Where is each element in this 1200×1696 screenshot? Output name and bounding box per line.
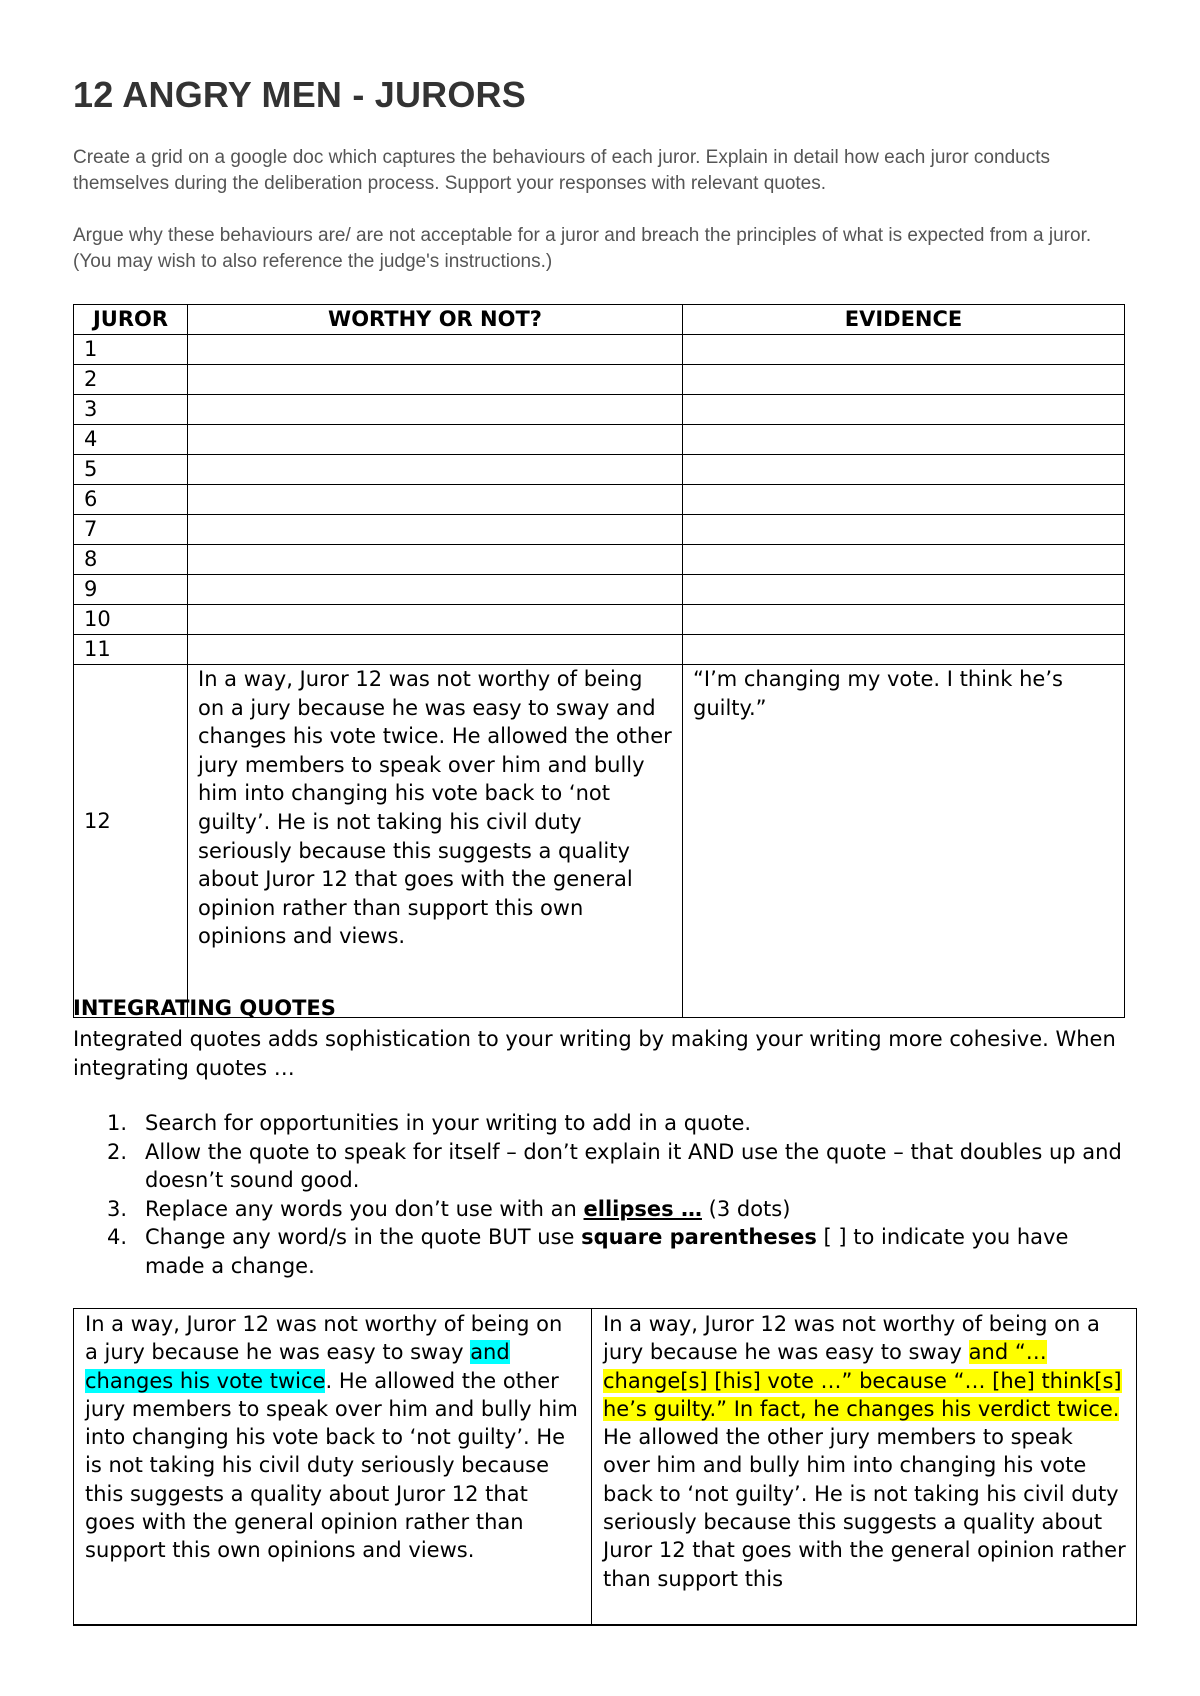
header-worthy: WORTHY OR NOT? <box>188 305 683 335</box>
list-item: 4. Change any word/s in the quote BUT use square parentheses [ ] to indicate you have made a change. <box>107 1225 1069 1278</box>
juror-number: 3 <box>74 395 188 425</box>
evidence-cell <box>683 395 1125 425</box>
evidence-cell <box>683 635 1125 665</box>
original-paragraph-cell: In a way, Juror 12 was not worthy of being on a jury because he was easy to sway and changes his vote twice. He allowed the other jury members to speak over him and bully him into changing his vote back to ‘not guilty’. He is not taking his civil duty seriously because this suggests a quality about Juror 12 that goes with the general opinion rather than support this own opinions and views. <box>74 1309 592 1626</box>
juror-number: 12 <box>74 665 188 1018</box>
juror-number: 2 <box>74 365 188 395</box>
evidence-cell: “I’m changing my vote. I think he’s guilty.” <box>683 665 1125 1018</box>
table-row-juror-1 <box>74 335 1125 365</box>
table-row-juror-7 <box>74 515 1125 545</box>
table-row-juror-8 <box>74 545 1125 575</box>
evidence-cell <box>683 515 1125 545</box>
integrated-paragraph-cell: In a way, Juror 12 was not worthy of being on a jury because he was easy to sway and “… change[s] [his] vote …” because “… [he] think[s] he’s guilty.” In fact, he changes his verdict twice. He allowed the other jury members to speak over him and bully him into changing his vote back to ‘not guilty’. He is not taking his civil duty seriously because this suggests a quality about Juror 12 that goes with the general opinion rather than support this <box>592 1309 1137 1626</box>
page-title: 12 ANGRY MEN - JURORS <box>73 74 526 115</box>
juror-number: 5 <box>74 455 188 485</box>
steps-list <box>73 1109 1133 1280</box>
worthy-cell <box>188 605 683 635</box>
evidence-cell <box>683 425 1125 455</box>
juror-number: 10 <box>74 605 188 635</box>
juror-table-header <box>74 305 1125 335</box>
worthy-cell <box>188 395 683 425</box>
worthy-cell <box>188 545 683 575</box>
highlighted-quote: and “… change[s] [his] vote …” because “… [he] think[s] he’s guilty.” In fact, he changes his verdict twice. <box>603 1340 1122 1421</box>
table-row-juror-6 <box>74 485 1125 515</box>
evidence-cell <box>683 365 1125 395</box>
juror-number: 1 <box>74 335 188 365</box>
juror-number: 4 <box>74 425 188 455</box>
list-item: 2. Allow the quote to speak for itself – don’t explain it AND use the quote – that doubles up and doesn’t sound good. <box>107 1139 1122 1192</box>
header-juror: JUROR <box>74 305 188 335</box>
evidence-cell <box>683 575 1125 605</box>
header-evidence: EVIDENCE <box>683 305 1125 335</box>
list-item: 3. Replace any words you don’t use with an ellipses … (3 dots) <box>107 1196 791 1221</box>
table-row-juror-2 <box>74 365 1125 395</box>
table-row-juror-5 <box>74 455 1125 485</box>
worthy-cell <box>188 335 683 365</box>
evidence-cell <box>683 335 1125 365</box>
table-row-juror-11 <box>74 635 1125 665</box>
list-item: 1. Search for opportunities in your writing to add in a quote. <box>107 1111 752 1135</box>
table-row-juror-9 <box>74 575 1125 605</box>
table-row-juror-4 <box>74 425 1125 455</box>
table-row-juror-12 <box>74 665 1125 1018</box>
section-heading: INTEGRATING QUOTES <box>73 996 336 1020</box>
comparison-table <box>73 1308 1137 1626</box>
intro-paragraph-1: Create a grid on a google doc which captures the behaviours of each juror. Explain in detail how each juror conducts themselves during the deliberation process. Support your responses with relevant quotes. <box>73 147 1050 194</box>
worthy-cell <box>188 635 683 665</box>
worthy-cell <box>188 425 683 455</box>
juror-number: 7 <box>74 515 188 545</box>
table-row-juror-3 <box>74 395 1125 425</box>
juror-table <box>73 304 1125 1018</box>
juror-number: 8 <box>74 545 188 575</box>
evidence-cell <box>683 485 1125 515</box>
juror-number: 9 <box>74 575 188 605</box>
table-row <box>74 1309 1137 1626</box>
juror-number: 11 <box>74 635 188 665</box>
worthy-cell <box>188 365 683 395</box>
highlighted-phrase: and changes his vote twice <box>85 1340 510 1393</box>
table-row-juror-10 <box>74 605 1125 635</box>
evidence-cell <box>683 545 1125 575</box>
worthy-cell: In a way, Juror 12 was not worthy of being on a jury because he was easy to sway and changes his vote twice. He allowed the other jury members to speak over him and bully him into changing his vote back to ‘not guilty’. He is not taking his civil duty seriously because this suggests a quality about Juror 12 that goes with the general opinion rather than support this own opinions and views. <box>188 665 683 1018</box>
juror-number: 6 <box>74 485 188 515</box>
worthy-cell <box>188 485 683 515</box>
worthy-cell <box>188 515 683 545</box>
section-paragraph: Integrated quotes adds sophistication to your writing by making your writing more cohesive. When integrating quotes … <box>73 1027 1116 1080</box>
worthy-cell <box>188 575 683 605</box>
worthy-cell <box>188 455 683 485</box>
evidence-cell <box>683 605 1125 635</box>
intro-paragraph-2: Argue why these behaviours are/ are not acceptable for a juror and breach the principles of what is expected from a juror. (You may wish to also reference the judge's instructions.) <box>73 225 1092 272</box>
evidence-cell <box>683 455 1125 485</box>
